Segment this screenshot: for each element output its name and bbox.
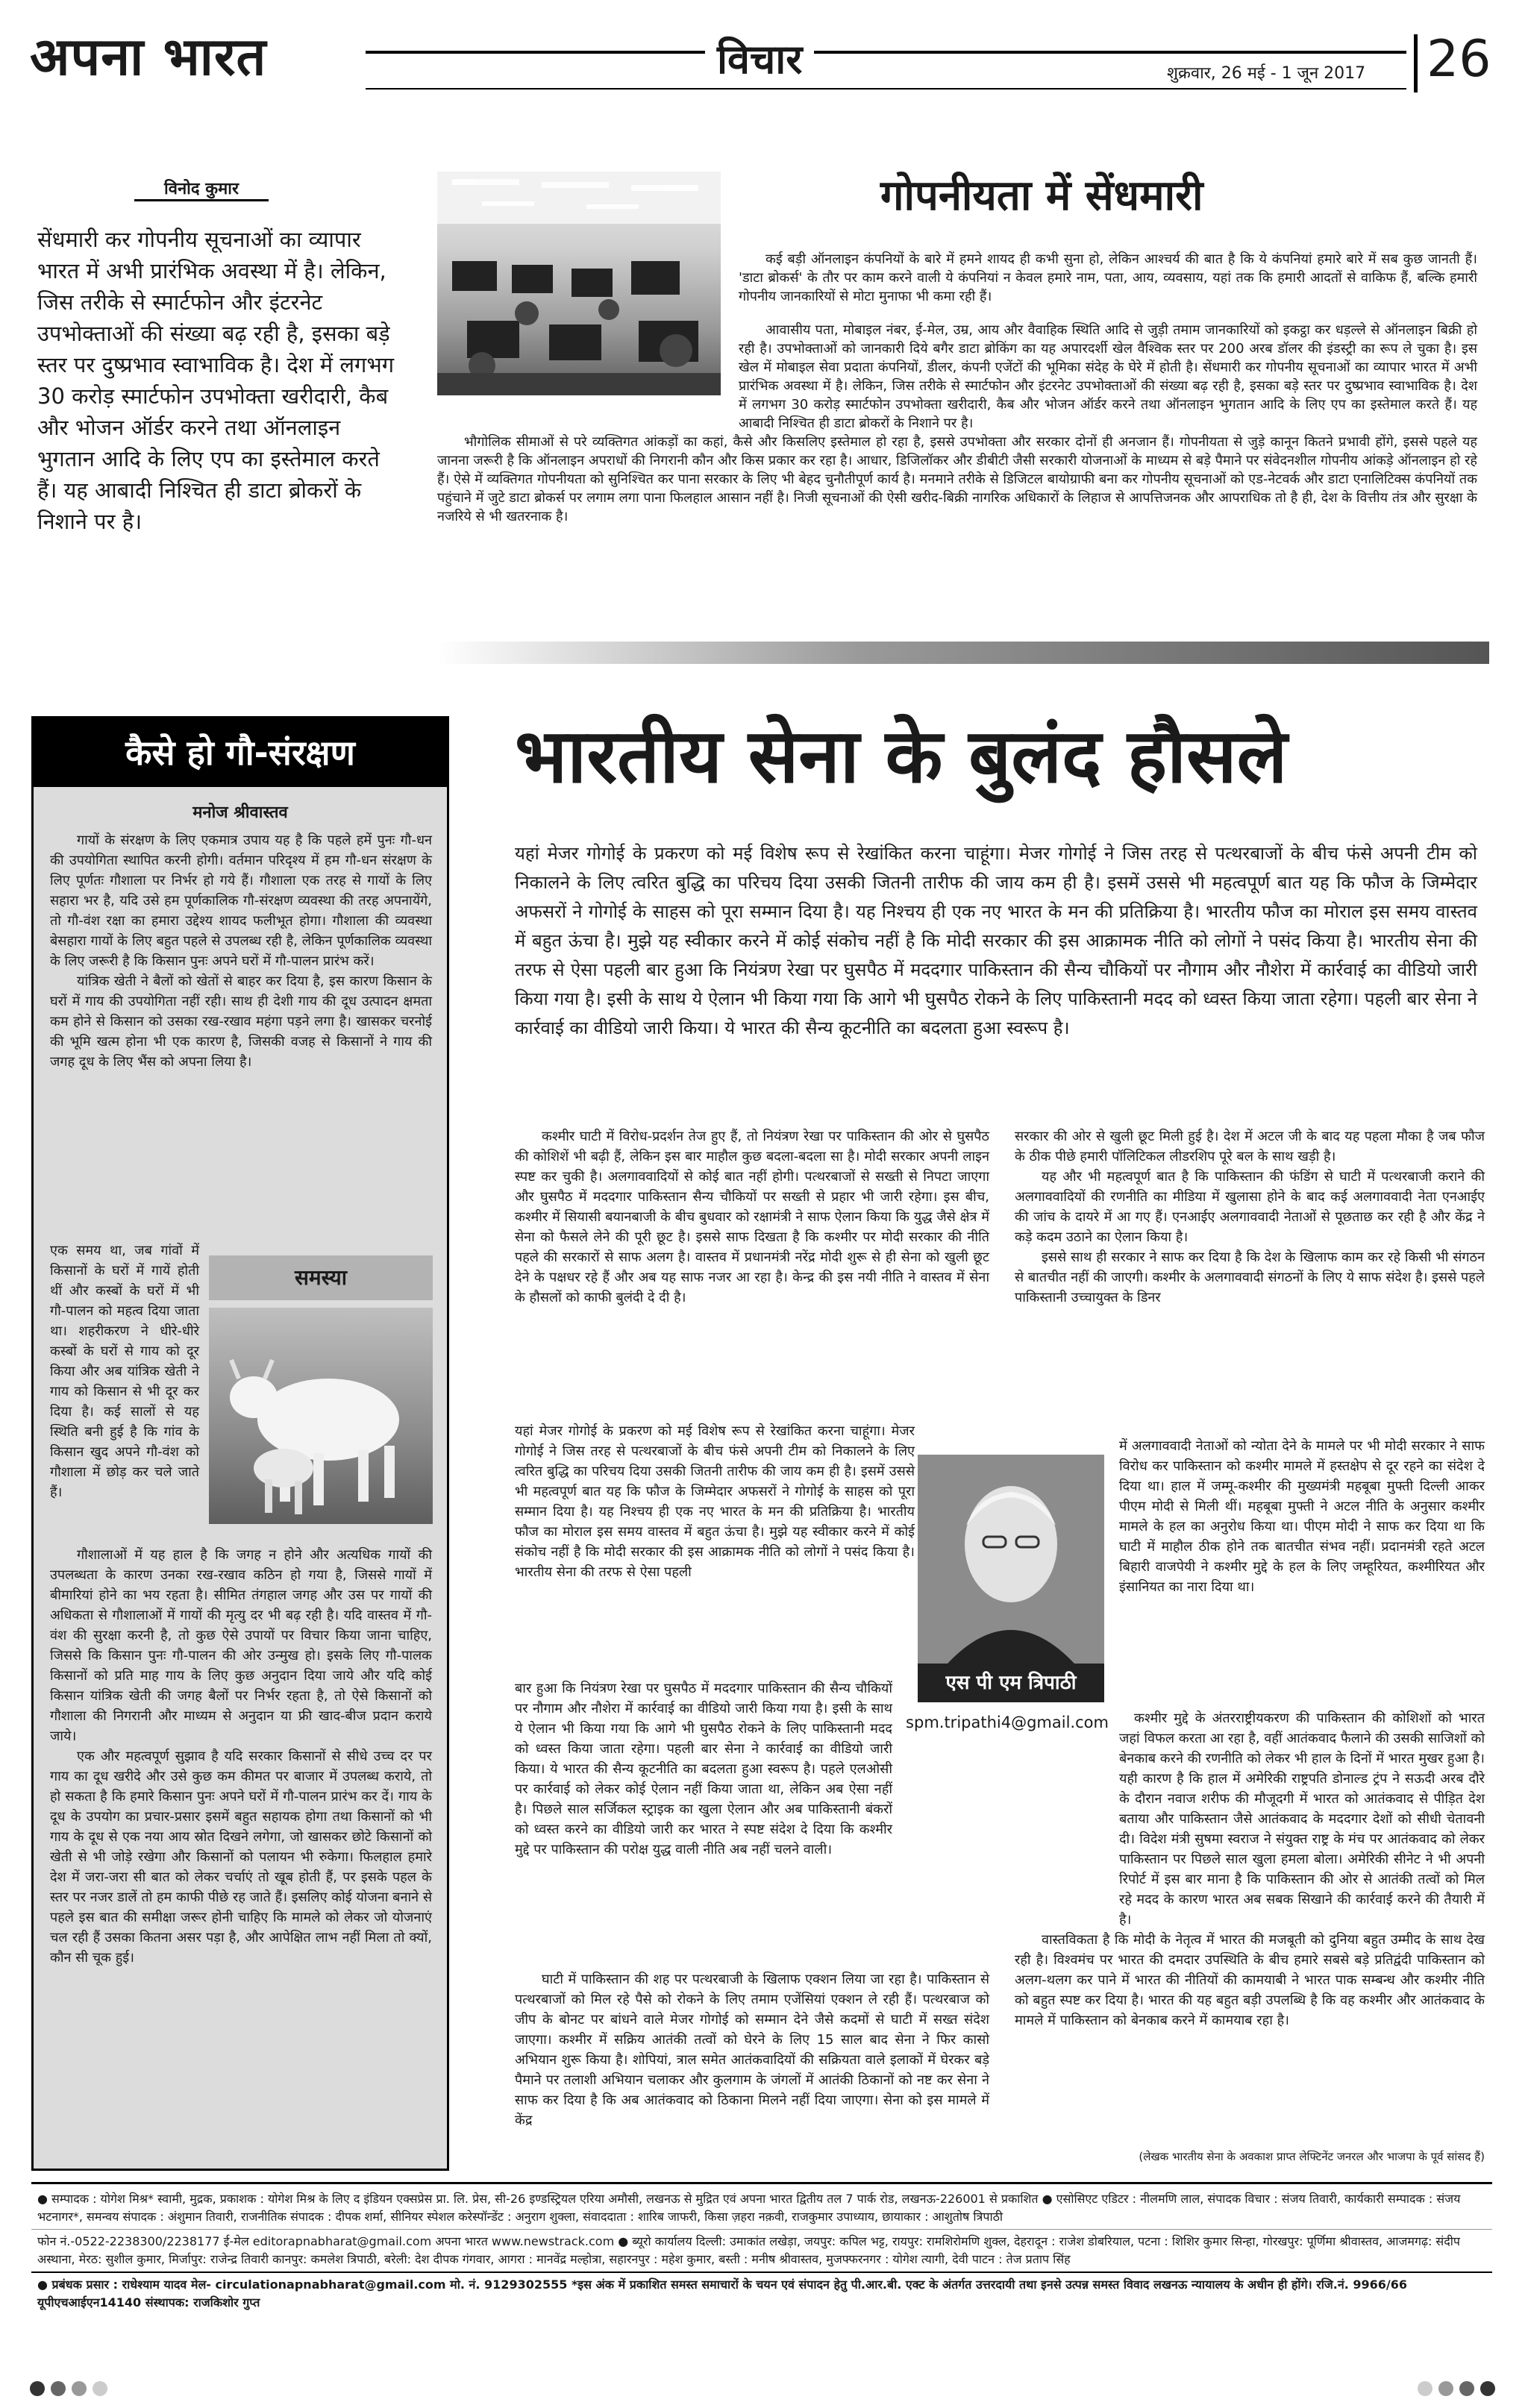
- top-author-box: [134, 179, 269, 201]
- footer-rule: [31, 2182, 1492, 2184]
- left-paragraph: यांत्रिक खेती ने बैलों को खेतों से बाहर कर दिया है, इस कारण किसान के घरों में गाय की उपयोगिता नहीं रही। साथ ही देशी गाय की दूध उत्पादन क्षमता कम होने से किसान को उसका रख-रखाव महंगा पड़ने लगा है। खासकर चरनोई की भूमि खत्म होना भी एक कारण है, जिसकी वजह से किसानों ने गाय की जगह दूध के लिए भैंस को अपना लिया है।: [50, 973, 432, 1070]
- masthead-rule-thin: [366, 88, 1406, 90]
- main-col1-top: कश्मीर घाटी में विरोध-प्रदर्शन तेज हुए हैं, तो नियंत्रण रेखा पर पाकिस्तान की ओर से घुसपैठ की कोशिशें भी बढ़ी हैं, लेकिन इस बार माहौल कुछ बदला-बदला सा है। मोदी सरकार अपनी लाइन स्पष्ट कर चुकी है। अलगाववादियों से कोई बात नहीं होगी। पत्थरबाजों से सख्ती से निपटा जाएगा और घुसपैठ में मददगार पाकिस्तान सैन्य चौकियों पर सख्ती से प्रहार भी जारी रहेगा। इस बीच, कश्मीर में सियासी बयानबाजी के बीच बुधवार को रक्षामंत्री ने साफ ऐलान किया कि युद्ध जैसे क्षेत्र में सेना को फैसले लेने की पूरी छूट है। इससे साफ दिखता है कि कश्मीर पर मोदी सरकार की नीति पहले की सरकारों से साफ अलग है। वास्तव में प्रधानमंत्री नरेंद्र मोदी शुरू से ही सेना को खुली छूट देने के पक्षधर रहे हैं और अब यह साफ नजर आ रहा है। केन्द्र की इस नयी नीति ने वास्तव में सेना के हौसलों को काफी बुलंदी दे दी है।: [515, 1129, 989, 1305]
- inset-label-box: [209, 1255, 433, 1300]
- footer-dots-right: [1418, 2381, 1501, 2399]
- top-article-body: [739, 250, 1477, 306]
- top-paragraph: कई बड़ी ऑनलाइन कंपनियों के बारे में हमने शायद ही कभी सुना हो, लेकिन आश्चर्य की बात है कि ये कंपनियां हमारे बारे में सब कुछ जानती हैं। 'डाटा ब्रोकर्स' के तौर पर काम करने वाली ये कंपनियां न केवल हमारे नाम, पता, आय, व्यवसाय, यहां तक कि हमारी आदतों से वाकिफ हैं, बल्कि हमारी गोपनीय जानकारियों से मोटा मुनाफा भी कमा रही हैं।: [739, 251, 1477, 304]
- main-paragraph: वास्तविकता है कि मोदी के नेतृत्व में भारत की मजबूती को दुनिया बहुत उम्मीद के साथ देख रही है। विश्वमंच पर भारत की दमदार उपस्थिति के बीच हमारे सबसे बड़े प्रतिद्वंदी पाकिस्तान को अलग-थलग कर पाने में भारत की नीतियों की कामयाबी ने भारत पाक सम्बन्ध और कश्मीर नीति को बहुत स्पष्ट कर दिया है। भारत की यह बहुत बड़ी उपलब्धि है कि वह कश्मीर और आतंकवाद के मामले में पाकिस्तान को बेनकाब करने में कामयाब रहा है।: [1015, 1932, 1485, 2028]
- footer-line-3: ● प्रबंधक प्रसार : राधेश्याम यादव मेल- circulationapnabharat@gmail.com मो. नं. 9129302555 *इस अंक में प्रकाशित समस्त समाचारों के चयन एवं संपादन हेतु पी.आर.बी. एक्ट के अंतर्गत उत्तरदायी तथा इनसे उत्पन्न समस्त विवाद लखनऊ न्यायालय के अधीन ही होंगे। रजि.नं. 9966/66 यूपीएचआईएन14140 संस्थापक: राजकिशोर गुप्त: [31, 2271, 1492, 2315]
- author-email: spm.tripathi4@gmail.com: [906, 1713, 1109, 1731]
- footer-line-2: फोन नं.-0522-2238300/2238177 ई-मेल editorapnabharat@gmail.com अपना भारत www.newstrack.com ● ब्यूरो कार्यालय दिल्ली: उमाकांत लखेड़ा, जयपुर: कपिल भट्ट, रायपुर: रामशिरोमणि शुक्ल, देहरादून : राजेश डोबरियाल, पटना : शिशिर कुमार सिन्हा, गोरखपुर: पूर्णिमा श्रीवास्तव, आजमगढ़: संदीप अस्थाना, मेरठ: सुशील कुमार, मिर्जापुर: राजेन्द्र तिवारी कानपुर: कमलेश त्रिपाठी, बरेली: देश दीपक गंगवार, आगरा : मानवेंद्र मल्होत्रा, सहारनपुर : महेश कुमार, बस्ती : मनीष श्रीवास्तव, मुजफ्फरनगर : योगेश त्यागी, देवी पाटन : तेज प्रताप सिंह: [31, 2229, 1492, 2271]
- section-divider: [437, 642, 1489, 664]
- main-lead: यहां मेजर गोगोई के प्रकरण को मई विशेष रूप से रेखांकित करना चाहूंगा। मेजर गोगोई ने जिस तरह से पत्थरबाजों के बीच फंसे अपनी टीम को निकालने के लिए त्वरित बुद्धि का परिचय दिया उसकी जितनी तारीफ की जाय कम ही है। इसमें उससे भी महत्वपूर्ण बात यह कि फौज के जिम्मेदार अफसरों ने गोगोई के साहस को पूरा सम्मान दिया है। यह निश्चय ही एक नए भारत के मन की प्रतिक्रिया है। भारतीय फौज का मोराल इस समय वास्तव में बहुत ऊंचा है। मुझे यह स्वीकार करने में कोई संकोच नहीं है कि मोदी सरकार की इस आक्रामक नीति को लोगों ने पसंद किया है। भारतीय सेना की तरफ से ऐसा पहली बार हुआ कि नियंत्रण रेखा पर घुसपैठ में मददगार पाकिस्तान की सैन्य चौकियों पर नौगाम और नौशेरा में कार्रवाई का वीडियो जारी किया गया है। इसी के साथ ये ऐलान भी किया गया कि आगे भी घुसपैठ रोकने के लिए पाकिस्तानी मदद को ध्वस्त किया जाता रहेगा। पहली बार सेना ने कार्रवाई का वीडियो जारी किया। ये भारत की सैन्य कूटनीति का बदलता हुआ स्वरूप है।: [515, 843, 1478, 1038]
- main-col2-wrap: में अलगाववादी नेताओं को न्योता देने के मामले पर भी मोदी सरकार ने साफ विरोध कर पाकिस्तान को कश्मीर मामले में हस्तक्षेप से दूर रहने का संदेश दे दिया था। हाल में जम्मू-कश्मीर की मुख्यमंत्री महबूबा मुफ्ती दिल्ली आकर पीएम मोदी से मिली थीं। महबूबा मुफ्ती ने अटल नीति के अनुसार कश्मीर मामले के हल का अनुरोध किया था। पीएम मोदी ने साफ कर दिया था कि घाटी में माहौल ठीक होने तक बातचीत संभव नहीं। प्रदानमंत्री रहते अटल बिहारी वाजपेयी ने कश्मीर मुद्दे के हल के लिए जम्हूरियत, कश्मीरियत और इंसानियत का नारा दिया था।: [1119, 1438, 1485, 1595]
- left-paragraph: गायों के संरक्षण के लिए एकमात्र उपाय यह है कि पहले हमें पुनः गौ-धन की उपयोगिता स्थापित करनी होगी। वर्तमान परिदृश्य में हम गौ-धन संरक्षण के लिए पूर्णतः गौशाला पर निर्भर हो गये हैं। गौशाला एक तरह से गायों के लिए सहारा भर है, यदि उसे हम पूर्णकालिक गौ-संरक्षण व्यवस्था की तरह अपनायेंगे, तो गौ-वंश रक्षा का हमारा उद्देश्य शायद फलीभूत होगा। गौशाला की व्यवस्था बेसहारा गायों के लिए बहुत पहले से उपलब्ध रही है, लेकिन पूर्णकालिक व्यवस्था के लिए जरूरी है कि किसान पुनः अपने घरों में गौ-पालन प्रारंभ करें।: [50, 833, 432, 969]
- main-col2-bottom: [1015, 1708, 1485, 2031]
- author-portrait-icon: [918, 1455, 1104, 1664]
- left-paragraph: गौशालाओं में यह हाल है कि जगह न होने और अत्यधिक गायों की उपलब्धता के कारण उनका रख-रखाव कठिन हो गया है, जिससे गायों में बीमारियां होने का भय रहता है। सीमित तंगहाल जगह और उस पर गायों की अधिकता से गौशालाओं में गायों की मृत्यु दर भी बढ़ रही है। यदि वास्तव में गौ-वंश की सुरक्षा करनी है, तो कुछ ऐसे उपायों पर विचार किया जाना चाहिए, जिससे कि किसान पुनः गौ-पालन की ओर उन्मुख हो। इसके लिए गौ-पालक किसानों को प्रति माह गाय के लिए कुछ अनुदान दिया जाये और यदि कोई किसान यांत्रिक खेती की जगह बैलों पर निर्भर रहता है, तो ऐसे किसानों को गौशाला की निगरानी और माध्यम से अनुदान या फ्री खाद-बीज प्रदान कराये जाये।: [50, 1547, 432, 1744]
- cow-icon: [209, 1308, 433, 1524]
- main-paragraph: बार हुआ कि नियंत्रण रेखा पर घुसपैठ में मददगार पाकिस्तान की सैन्य चौकियों पर नौगाम और नौशेरा में कार्रवाई का वीडियो जारी किया गया है। इसी के साथ ये ऐलान भी किया गया कि आगे भी घुसपैठ रोकने के लिए पाकिस्तानी मदद को ध्वस्त किया जाता रहेगा। पहली बार सेना ने कार्रवाई का वीडियो जारी किया। ये भारत की सैन्य कूटनीति का बदलता हुआ स्वरूप है। पहले एलओसी पर कार्रवाई को लेकर कोई ऐलान नहीं किया जाता था, लेकिन अब ऐसा नहीं है। पिछले साल सर्जिकल स्ट्राइक का खुला ऐलान और अब पाकिस्तानी बंकरों को ध्वस्त करने का वीडियो जारी कर भारत ने स्पष्ट संदेश दे दिया कि कश्मीर मुद्दे पर पाकिस्तान की परोक्ष युद्ध वाली नीति अब नहीं चलने वाली।: [515, 1681, 892, 1857]
- left-body-top: [50, 830, 432, 1072]
- masthead: [0, 0, 1528, 112]
- page-number: 26: [1427, 30, 1491, 89]
- top-pullquote: सेंधमारी कर गोपनीय सूचनाओं का व्यापार भारत में अभी प्रारंभिक अवस्था में है। लेकिन, जिस तरीके से स्मार्टफोन और इंटरनेट उपभोक्ताओं की संख्या बढ़ रही है, इसका बड़े स्तर पर दुष्प्रभाव स्वाभाविक है। देश में लगभग 30 करोड़ स्मार्टफोन उपभोक्ता खरीदारी, कैब और भोजन ऑर्डर करने तथा ऑनलाइन भुगतान आदि के लिए एप का इस्तेमाल करते हैं। यह आबादी निश्चित ही डाटा ब्रोकरों के निशाने पर है।: [37, 227, 395, 534]
- main-paragraph: यह और भी महत्वपूर्ण बात है कि पाकिस्तान की फंडिंग से घाटी में पत्थरबाजी कराने की अलगाववादियों की रणनीति का मीडिया में खुलासा होने के बाद कई अलगाववादी नेता एनआईए की जांच के दायरे में आ गए हैं। एनआईए अलगाववादी नेताओं से पूछताछ कर रही है और केंद्र ने कड़े कदम उठाने का ऐलान किया है।: [1015, 1169, 1485, 1245]
- left-column: [31, 716, 449, 2171]
- left-body-bottom: [50, 1545, 432, 1968]
- left-paragraph: एक और महत्वपूर्ण सुझाव है यदि सरकार किसानों से सीधे उच्च दर पर गाय का दूध खरीदे और उसे कुछ कम कीमत पर बाजार में उपलब्ध कराये, तो हो सकता है कि हमारे किसान पुनः अपने घरों में गौ-पालन प्रारंभ कर दें। गाय के दूध के उपयोग का प्रचार-प्रसार इसमें बहुत सहायक होगा तथा किसानों को भी गाय के दूध से एक नया आय स्रोत दिखने लगेगा, जो खासकर छोटे किसानों को खेती से भी जोड़े रखेगा और किसानों को पलायन भी रुकेगा। फिलहाल हमारे देश में जरा-जरा सी बात को लेकर चर्चाएं तो खूब होती हैं, पर इसके पहल के स्तर पर नजर डालें तो हम काफी पीछे रह जाते हैं। इसलिए कोई योजना बनाने से पहले इस बात की समीक्षा जरूर होनी चाहिए कि मामले को लेकर जो योजनाएं चल रही हैं उसका कितना असर पड़ा है, और आपेक्षित लाभ नहीं मिला तो क्यों, कौन सी चूक हुई।: [50, 1749, 432, 1966]
- section-name: विचार: [705, 37, 814, 82]
- top-paragraph: आवासीय पता, मोबाइल नंबर, ई-मेल, उम्र, आय और वैवाहिक स्थिति आदि से जुड़ी तमाम जानकारियों को इकट्ठा कर धड़ल्ले से ऑनलाइन बिक्री हो रही है। उपभोक्ताओं को जानकारी दिये बगैर डाटा ब्रोकिंग का यह अपारदर्शी खेल वैश्विक स्तर पर 200 अरब डॉलर की इंडस्ट्री का रूप ले चुका है। इस खेल में मोबाइल सेवा प्रदाता कंपनियों, डीलर, कंपनी एजेंटों की भूमिका संदेह के घेरे में होती है। सेंधमारी कर गोपनीय सूचनाओं का व्यापार भारत में अभी प्रारंभिक अवस्था में है। लेकिन, जिस तरीके से स्मार्टफोन और इंटरनेट उपभोक्ताओं की संख्या बढ़ रही है, इसका बड़े स्तर पर दुष्प्रभाव स्वाभाविक है। देश में लगभग 30 करोड़ स्मार्टफोन उपभोक्ता खरीदारी, कैब और भोजन ऑर्डर करने तथा ऑनलाइन भुगतान आदि के लिए एप का इस्तेमाल करते हैं। यह आबादी निश्चित ही डाटा ब्रोकरों के निशाने पर है।: [739, 322, 1477, 431]
- footer-dots-left: [30, 2381, 113, 2399]
- top-title: गोपनीयता में सेंधमारी: [880, 172, 1203, 220]
- top-paragraph: भौगोलिक सीमाओं से परे व्यक्तिगत आंकड़ों का कहां, कैसे और किसलिए इस्तेमाल हो रहा है, इससे उपभोक्ता और सरकार दोनों ही अनजान हैं। गोपनीयता से जुड़े कानून कितने प्रभावी होंगे, इससे पहले यह जानना जरूरी है कि ऑनलाइन अपराधों की निगरानी कौन और किस प्रकार कर रहा है। आधार, डिजिलॉकर और डीबीटी जैसी सरकारी योजनाओं के माध्यम से बड़े पैमाने पर संवेदनशील गोपनीय आंकड़े ऑनलाइन हो रहे हैं। ऐसे में व्यक्तिगत गोपनीयता को सुनिश्चित कर पाना सरकार के लिए भी बेहद चुनौतीपूर्ण कार्य है। मनमाने तरीके से डिजिटल बायोग्राफी बना कर गोपनीय सूचनाओं को एड-नेटवर्क और डाटा एनालिटिक्स कंपनियों तक पहुंचाने में जुटे डाटा ब्रोकर्स पर लगाम लगा पाना फिलहाल आसान नहीं है। निजी सूचनाओं की ऐसी खरीद-बिक्री नागरिक अधिकारों के लिहाज से आपत्तिजनक और आपराधिक तो है ही, देश के वित्तीय तंत्र और सुरक्षा के नजरिये से भी खतरनाक है।: [437, 434, 1477, 524]
- main-col1-wrap: यहां मेजर गोगोई के प्रकरण को मई विशेष रूप से रेखांकित करना चाहूंगा। मेजर गोगोई ने जिस तरह से पत्थरबाजों के बीच फंसे अपनी टीम को निकालने के लिए त्वरित बुद्धि का परिचय दिया उसकी जितनी तारीफ की जाय कम ही है। इसमें उससे भी महत्वपूर्ण बात यह कि फौज के जिम्मेदार अफसरों ने गोगोई के साहस को पूरा सम्मान दिया है। यह निश्चय ही एक नए भारत के मन की प्रतिक्रिया है। भारतीय फौज का मोराल इस समय वास्तव में बहुत ऊंचा है। मुझे यह स्वीकार करने में कोई संकोच नहीं है कि मोदी सरकार की इस आक्रामक नीति को लोगों ने पसंद किया है। भारतीय सेना की तरफ से ऐसा पहली: [515, 1423, 915, 1580]
- main-col1-bottom-2: [515, 1969, 989, 2130]
- page-separator: [1414, 34, 1418, 93]
- main-paragraph: कश्मीर मुद्दे के अंतरराष्ट्रीयकरण की पाकिस्तान की कोशिशों को भारत जहां विफल करता आ रहा है, वहीं आतंकवाद फैलाने की उसकी साजिशों को बेनकाब करने की रणनीति को लेकर भी हाल के दिनों में भारत मुखर हुआ है। यही कारण है कि हाल में अमेरिकी राष्ट्रपति डोनाल्ड ट्रंप ने सऊदी अरब दौरे के दौरान नवाज शरीफ की मौजूदगी में भारत को आतंकवाद से पीड़ित देश बताया और पाकिस्तान जैसे आतंकवाद के मददगार देशों को सीधी चेतावनी दी। विदेश मंत्री सुषमा स्वराज ने संयुक्त राष्ट्र के मंच पर आतंकवाद को लेकर पाकिस्तान पर पिछले साल खुला हमला बोला। अमेरिकी सीनेट ने भी अपनी रिपोर्ट में इस बार माना है कि पाकिस्तान की ओर से आतंकी तत्वों को मिल रहे मदद के कारण भारत अब सबक सिखाने की कार्रवाई करने की तैयारी में है।: [1119, 1711, 1485, 1928]
- main-paragraph: इससे साथ ही सरकार ने साफ कर दिया है कि देश के खिलाफ काम कर रहे किसी भी संगठन से बातचीत नहीं की जाएगी। कश्मीर के अलगाववादी संगठनों के लिए ये साफ संदेश है। इससे पहले पाकिस्तानी उच्चायुक्त के डिनर: [1015, 1250, 1485, 1305]
- top-author: विनोद कुमार: [164, 180, 239, 198]
- left-header-band: [34, 718, 447, 787]
- author-name: एस पी एम त्रिपाठी: [945, 1672, 1077, 1694]
- left-author: मनोज श्रीवास्तव: [192, 803, 288, 822]
- main-title: भारतीय सेना के बुलंद हौसले: [515, 712, 1288, 800]
- main-paragraph: सरकार की ओर से खुली छूट मिली हुई है। देश में अटल जी के बाद यह पहला मौका है जब फौज के ठीक पीछे हमारी पॉलिटिकल लीडरशिप पूरे बल के साथ खड़ी है।: [1015, 1129, 1485, 1164]
- left-wrap-text: एक समय था, जब गांवों में किसानों के घरों में गायें होती थीं और कस्बों के घरों में भी गौ-पालन को महत्व दिया जाता था। शहरीकरण ने धीरे-धीरे कस्बों के घरों से गाय को दूर किया और अब यांत्रिक खेती ने गाय को किसान से भी दूर कर दिया है। कई सालों से यह स्थिति बनी हुई है कि गांव के किसान खुद अपने गौ-वंश को गौशाला में छोड़ कर चले जाते हैं।: [50, 1243, 199, 1500]
- author-photo: [918, 1455, 1104, 1664]
- left-header-title: कैसे हो गौ-संरक्षण: [125, 733, 355, 773]
- inset-label: समस्या: [294, 1265, 348, 1290]
- footer-line-1: ● सम्पादक : योगेश मिश्र* स्वामी, मुद्रक, प्रकाशक : योगेश मिश्र के लिए द इंडियन एक्सप्रेस प्रा. लि. प्रेस, सी-26 इण्डस्ट्रियल एरिया अमौसी, लखनऊ से मुद्रित एवं अपना भारत द्वितीय तल 7 पार्क रोड, लखनऊ-226001 से प्रकाशित ● एसोसिएट एडिटर : नीलमणि लाल, संपादक विचार : संजय तिवारी, कार्यकारी सम्पादक : संजय भटनागर*, समन्वय संपादक : अंशुमान तिवारी, राजनीतिक संपादक : दीपक शर्मा, सीनियर स्पेशल करेस्पॉन्डेंट : अनुराग शुक्ला, संवाददाता : शारिब जाफरी, किसा ज़हरा नक़वी, राजकुमार उपाध्याय, छायाकार : आशुतोष त्रिपाठी: [37, 2192, 1461, 2224]
- paper-name: अपना भारत: [30, 25, 267, 87]
- author-name-box: [918, 1664, 1104, 1702]
- main-col2-top: [1015, 1126, 1485, 1308]
- issue-date: शुक्रवार, 26 मई - 1 जून 2017: [1164, 63, 1368, 85]
- top-article-body-2: [437, 321, 1477, 526]
- masthead-rule: [366, 51, 1406, 54]
- main-footnote: (लेखक भारतीय सेना के अवकाश प्राप्त लेफ्टिनेंट जनरल और भाजपा के पूर्व सांसद हैं): [1139, 2150, 1485, 2163]
- main-col1-bottom: [515, 1678, 892, 1860]
- main-paragraph: घाटी में पाकिस्तान की शह पर पत्थरबाजी के खिलाफ एक्शन लिया जा रहा है। पाकिस्तान से पत्थरबाजों को मिल रहे पैसे को रोकने के लिए तमाम एजेंसियां एक्शन ले रही हैं। पत्थरबाज को जीप के बोनट पर बांधने वाले मेजर गोगोई को सम्मान देने जैसे कदमों से घाटी में सख्त संदेश जाएगा। कश्मीर में सक्रिय आतंकी तत्वों को घेरने के लिए 15 साल बाद सेना ने फिर कासो अभियान शुरू किया है। शोपियां, त्राल समेत आतंकवादियों की सक्रियता वाले इलाकों में घेरकर बड़े पैमाने पर तलाशी अभियान चलाकर और कुलगाम के जंगलों में आतंकी ठिकानों को नष्ट कर सेना ने साफ कर दिया है कि अब आतंकवाद को ठिकाना मिलने नहीं दिया जाएगा। सेना को इस मामले में केंद्र: [515, 1972, 989, 2128]
- footer: [31, 2187, 1492, 2374]
- cow-photo: [209, 1308, 433, 1524]
